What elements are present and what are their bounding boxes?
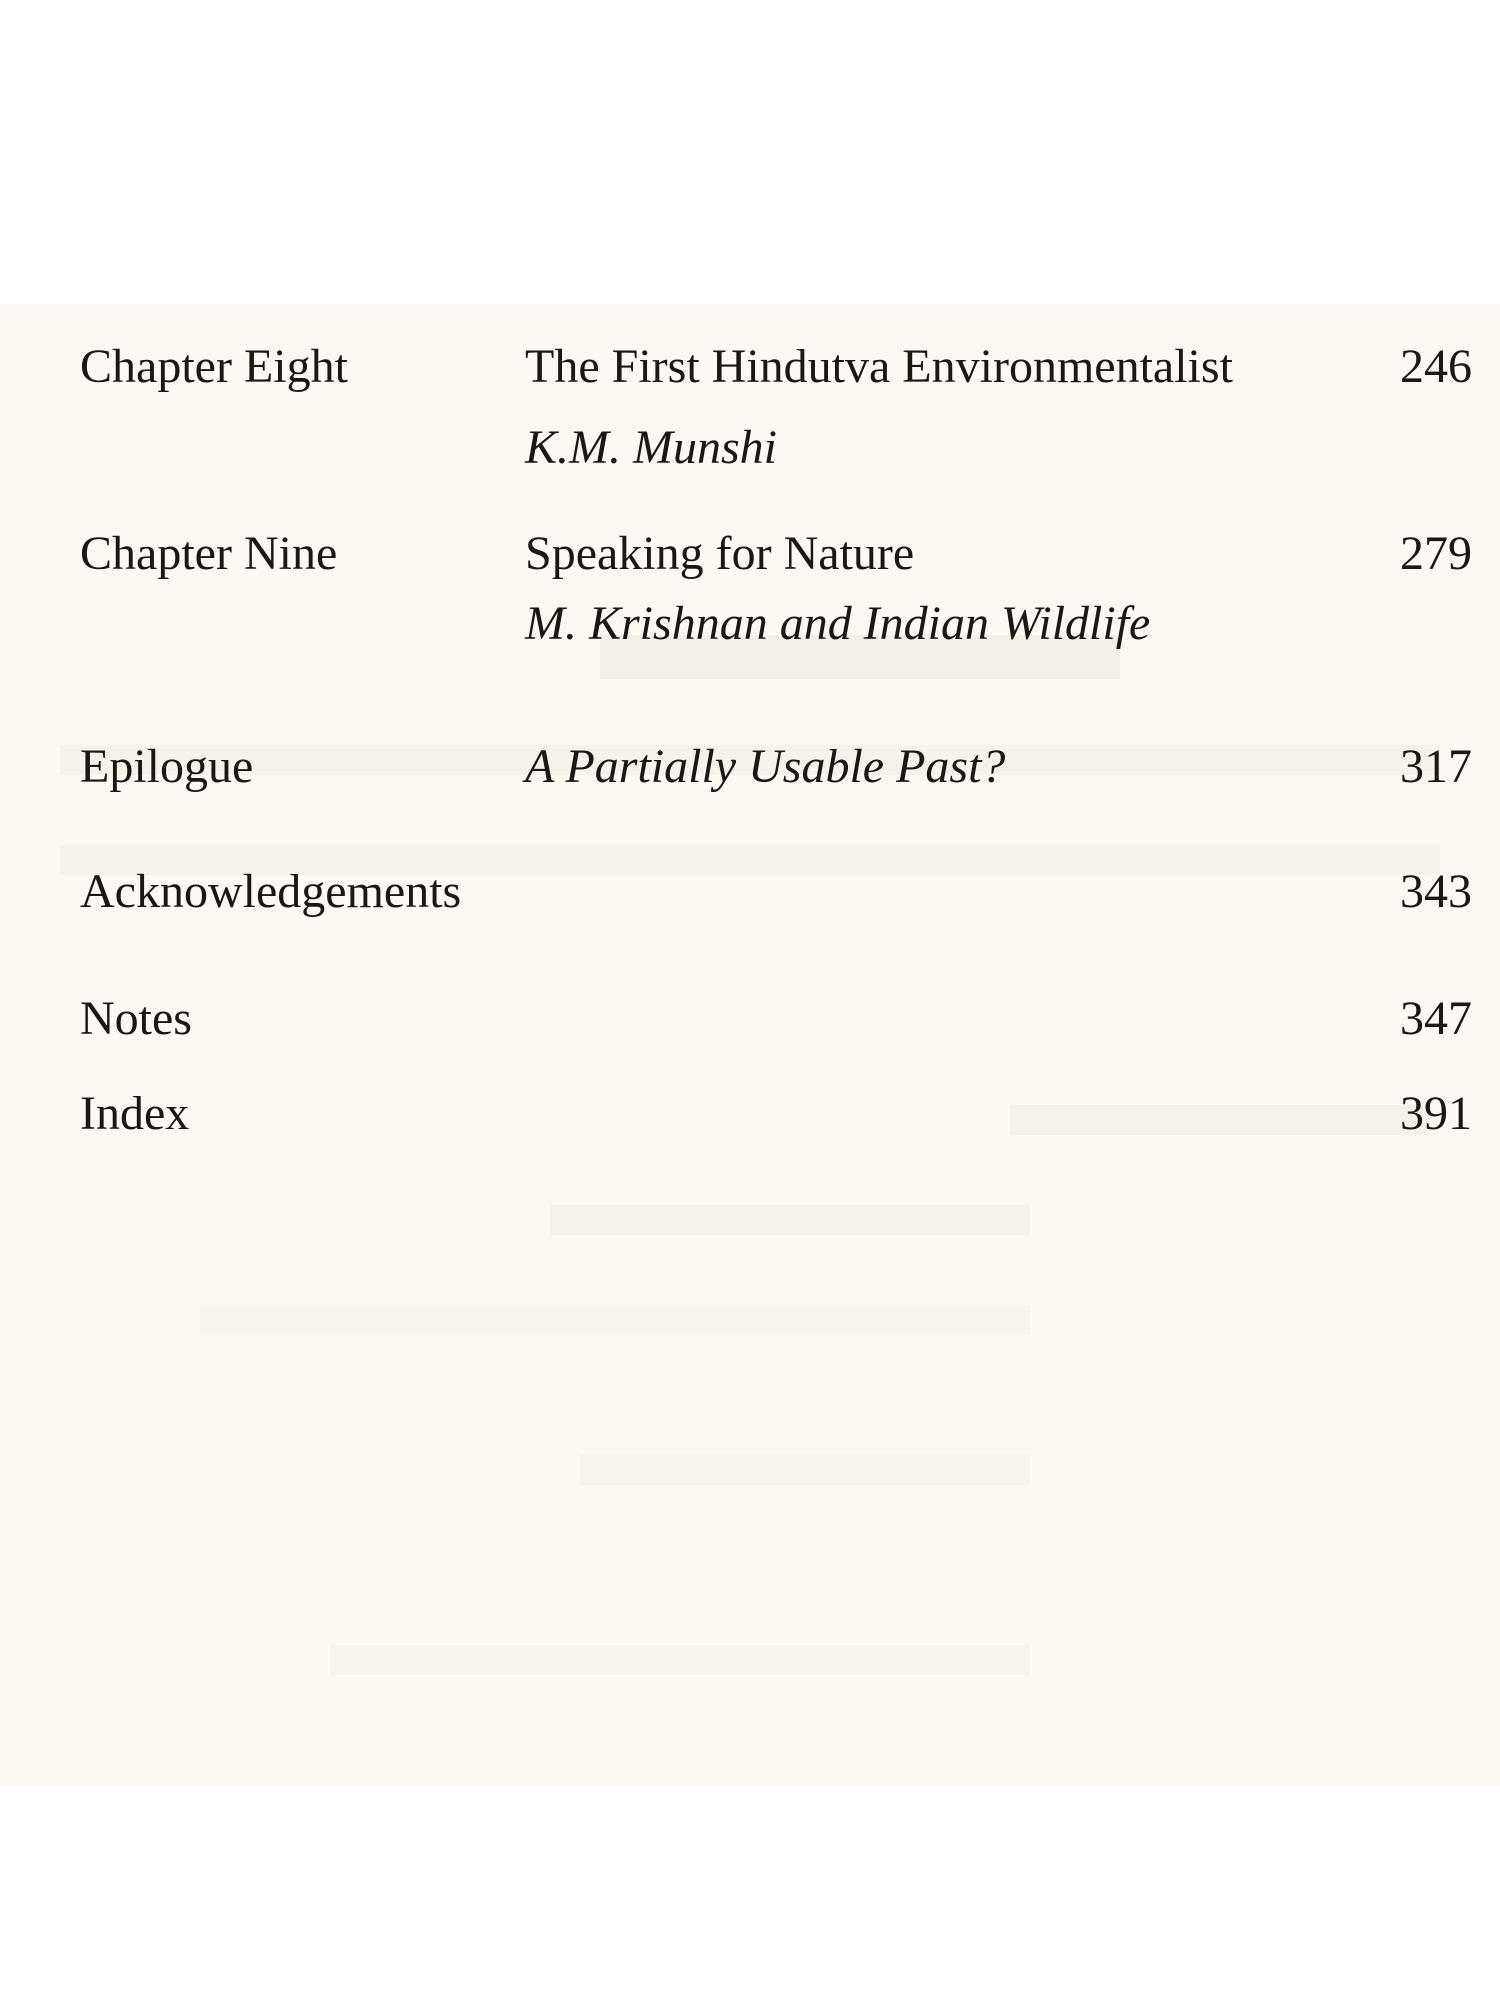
toc-entry-page: 317 (1400, 740, 1472, 793)
bleed-through-decoration (200, 1305, 1030, 1335)
toc-entry-label: Chapter Nine (80, 527, 338, 580)
bleed-through-decoration (330, 1645, 1030, 1675)
bleed-through-decoration (550, 1205, 1030, 1235)
bleed-through-decoration (580, 1455, 1030, 1485)
toc-entry-label: Chapter Eight (80, 340, 348, 393)
toc-entry-title: The First Hindutva Environmentalist (525, 340, 1233, 393)
toc-entry-label: Acknowledgements (80, 865, 462, 918)
toc-entry-subtitle: M. Krishnan and Indian Wildlife (525, 597, 1151, 650)
toc-entry-page: 343 (1400, 865, 1472, 918)
toc-entry-label: Notes (80, 992, 192, 1045)
toc-entry-subtitle: K.M. Munshi (525, 421, 777, 474)
toc-entry-title: A Partially Usable Past? (525, 740, 1006, 793)
toc-entry-page: 347 (1400, 992, 1472, 1045)
toc-entry-page: 246 (1400, 340, 1472, 393)
toc-entry-page: 279 (1400, 527, 1472, 580)
toc-entry-title: Speaking for Nature (525, 527, 915, 580)
toc-entry-label: Index (80, 1087, 190, 1140)
toc-entry-label: Epilogue (80, 740, 254, 793)
bleed-through-decoration (1010, 1105, 1430, 1135)
toc-entry-page: 391 (1400, 1087, 1472, 1140)
